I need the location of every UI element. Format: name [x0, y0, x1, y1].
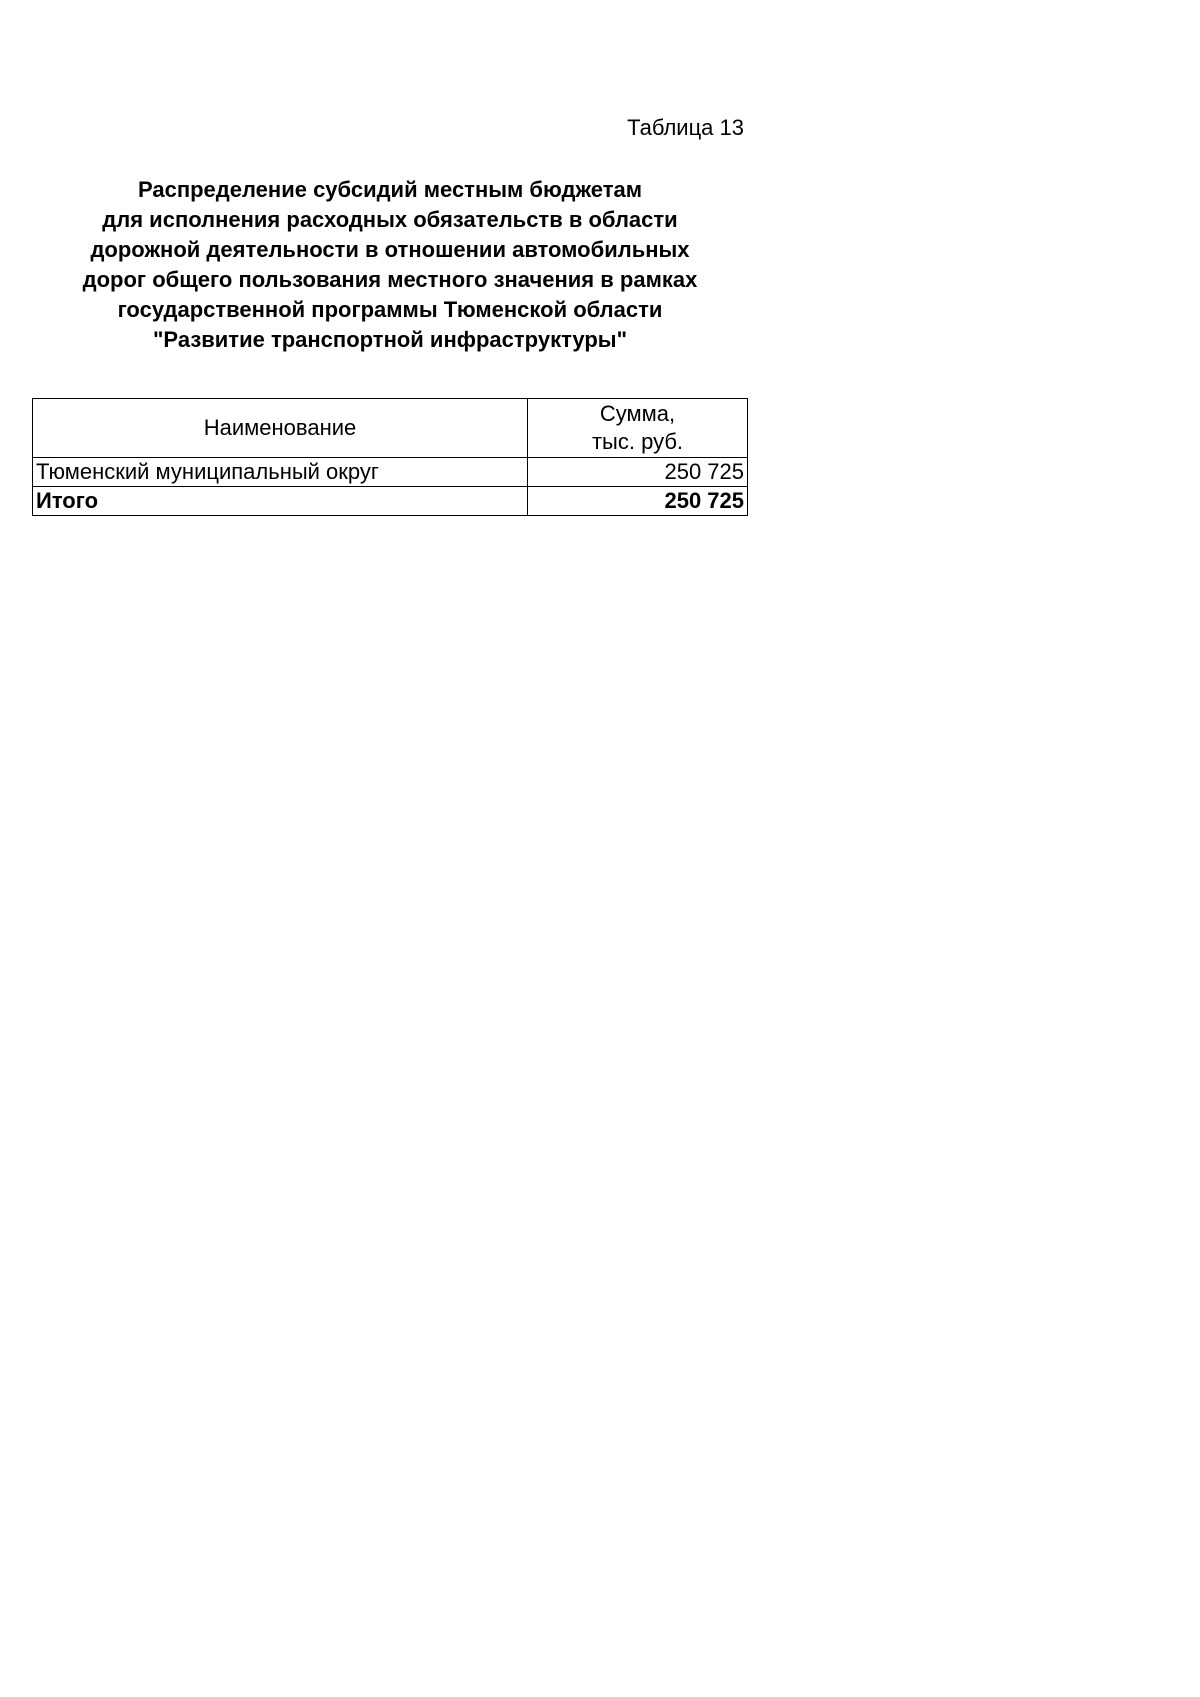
column-header-sum-line1: Сумма,: [599, 401, 676, 426]
title-line: "Развитие транспортной инфраструктуры": [153, 327, 627, 352]
subsidy-table: [32, 398, 748, 516]
total-row: [33, 487, 748, 516]
title-line: Распределение субсидий местным бюджетам: [137, 177, 643, 202]
title-line: дорожной деятельности в отношении автомобильных: [90, 237, 690, 262]
column-header-sum-line2: тыс. руб.: [591, 429, 684, 454]
column-header-sum: [528, 399, 748, 458]
total-label-cell: Итого: [33, 487, 528, 516]
table-row: [33, 458, 748, 487]
total-amount-cell: 250 725: [528, 487, 748, 516]
row-name-cell: Тюменский муниципальный округ: [33, 458, 528, 487]
table-number: Таблица 13: [627, 115, 744, 140]
title-line: дорог общего пользования местного значения в рамках: [82, 267, 698, 292]
title-line: для исполнения расходных обязательств в области: [102, 207, 678, 232]
document-title: [30, 175, 750, 355]
column-header-name: Наименование: [33, 399, 528, 458]
title-line: государственной программы Тюменской области: [117, 297, 663, 322]
row-amount-cell: 250 725: [528, 458, 748, 487]
table-header-row: [33, 399, 748, 458]
